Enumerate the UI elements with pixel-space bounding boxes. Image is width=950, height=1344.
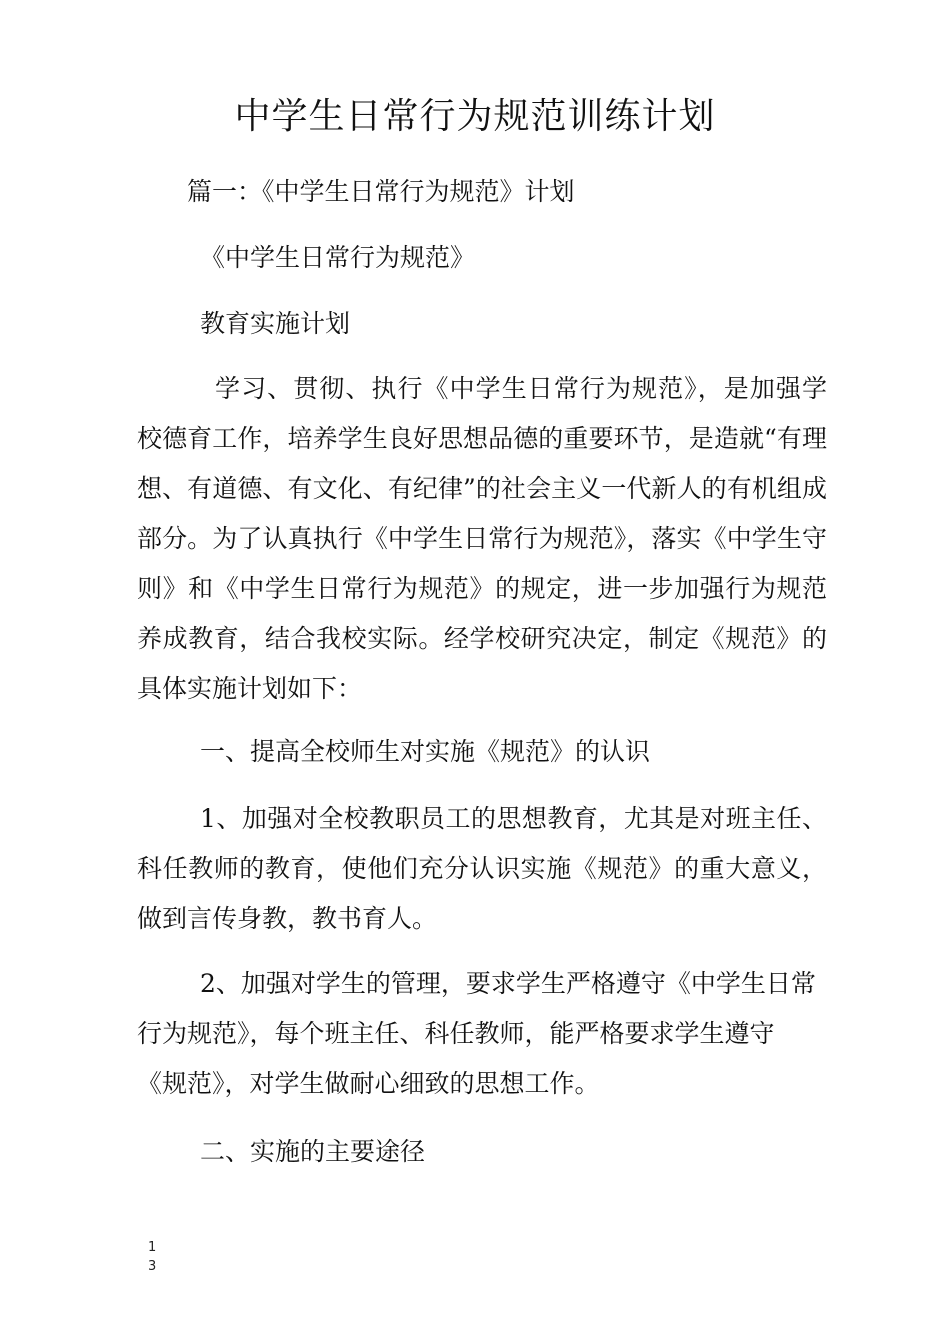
item-2-line-2: 行为规范》，每个班主任、科任教师，能严格要求学生遵守 [137,1019,775,1048]
subheading-plan: 教育实施计划 [200,309,351,338]
section-2-heading: 二、实施的主要途径 [200,1137,426,1166]
page-number: 13 [148,1240,157,1274]
section-1-heading: 一、提高全校师生对实施《规范》的认识 [200,737,651,766]
document-title: 中学生日常行为规范训练计划 [234,96,716,137]
subheading-norms: 《中学生日常行为规范》 [200,243,476,272]
item-2-line-3: 《规范》，对学生做耐心细致的思想工作。 [137,1069,600,1098]
item-1-paragraph: 1、加强对全校教职员工的思想教育，尤其是对班主任、科任教师的教育，使他们充分认识实施《规范》的重大意义，做到言传身教，教书育人。 [137,804,827,933]
chapter-heading: 篇一：《中学生日常行为规范》计划 [187,177,575,206]
intro-paragraph: 学习、贯彻、执行《中学生日常行为规范》，是加强学校德育工作，培养学生良好思想品德的重要环节，是造就“有理想、有道德、有文化、有纪律”的社会主义一代新人的有机组成部分。为了认真执行《中学生日常行为规范》，落实《中学生守则》和《中学生日常行为规范》的规定，进一步加强行为规范养成教育，结合我校实际。经学校研究决定，制定《规范》的具体实施计划如下： [137,374,827,703]
item-2-line-1: 2、加强对学生的管理，要求学生严格遵守《中学生日常 [200,969,816,998]
